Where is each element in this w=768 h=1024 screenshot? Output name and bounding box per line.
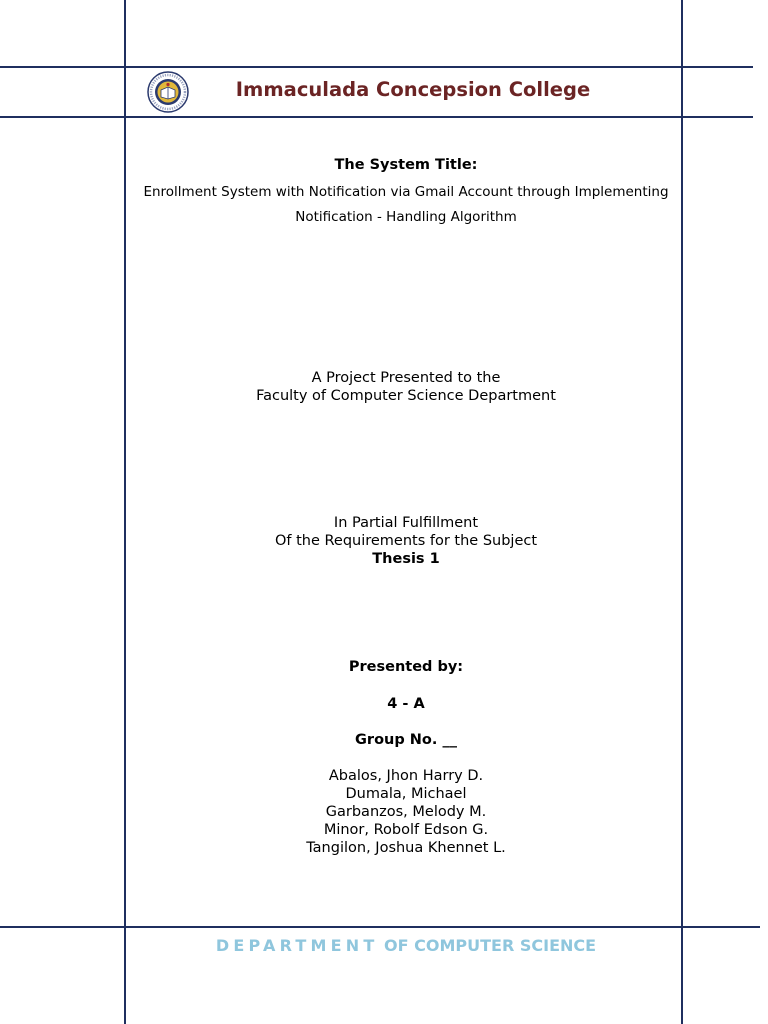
department-word: DEPARTMENT [215,936,379,955]
presentation-line-2: Faculty of Computer Science Department [256,388,556,404]
group-number-label: Group No. __ [355,732,457,748]
member-name: Abalos, Jhon Harry D. [328,768,484,784]
subject-name: Thesis 1 [372,551,440,567]
footer-top-rule [0,926,760,928]
department-name-rest: OF COMPUTER SCIENCE [384,936,597,955]
college-seal-icon [147,71,189,113]
header-bottom-rule [0,116,753,118]
fulfillment-line-1: In Partial Fulfillment [333,515,479,531]
system-title-line-1: Enrollment System with Notification via Gmail Account through Implementing [143,184,669,200]
right-border-line [681,0,683,1024]
section-label: 4 - A [387,696,425,712]
header-top-rule [0,66,753,68]
system-title-line-2: Notification - Handling Algorithm [295,209,517,225]
department-footer [128,936,684,955]
presented-by-label: Presented by: [348,659,464,675]
member-name: Tangilon, Joshua Khennet L. [306,840,506,856]
member-name: Minor, Robolf Edson G. [323,822,489,838]
member-name: Garbanzos, Melody M. [325,804,487,820]
college-name: Immaculada Concepsion College [235,78,591,101]
presentation-line-1: A Project Presented to the [311,370,501,386]
system-title-label: The System Title: [334,157,478,173]
left-border-line [124,0,126,1024]
member-name: Dumala, Michael [345,786,467,802]
fulfillment-line-2: Of the Requirements for the Subject [274,533,538,549]
